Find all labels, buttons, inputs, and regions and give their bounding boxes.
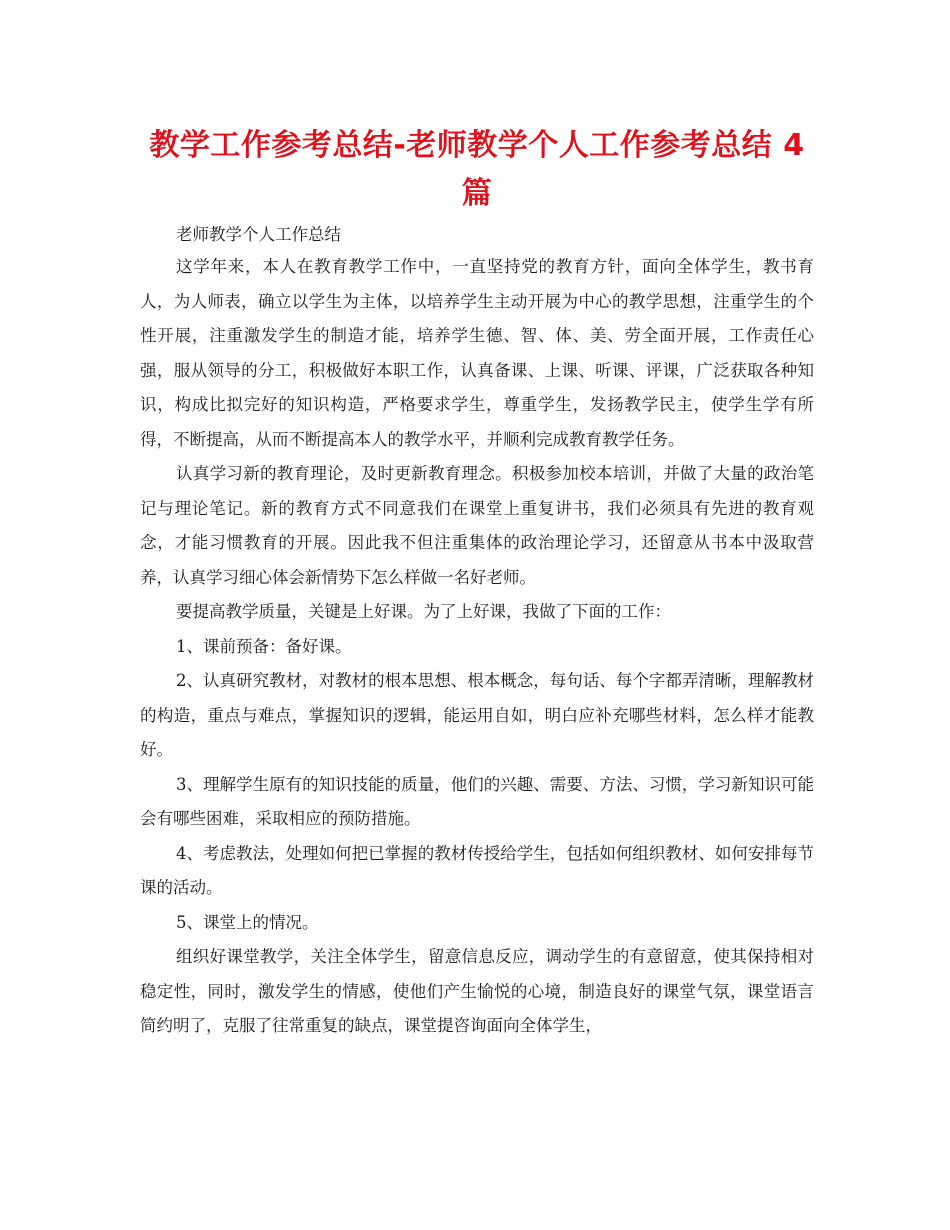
document-title: 教学工作参考总结-老师教学个人工作参考总结 4 篇: [149, 128, 805, 211]
list-item-4: 4、考虑教法，处理如何把已掌握的教材传授给学生，包括如何组织教材、如何安排每节课的活动。: [140, 843, 814, 897]
list-item-2: 2、认真研究教材，对教材的根本思想、根本概念，每句话、每个字都弄清晰，理解教材的构造，重点与难点，掌握知识的逻辑，能运用自如，明白应补充哪些材料，怎么样才能教好。: [140, 671, 814, 759]
paragraph-intro: 这学年来，本人在教育教学工作中，一直坚持党的教育方针，面向全体学生，教书育人，为人师表，确立以学生为主体，以培养学生主动开展为中心的教学思想，注重学生的个性开展，注重激发学生的制造才能，培养学生德、智、体、美、劳全面开展，工作责任心强，服从领导的分工，积极做好本职工作，认真备课、上课、听课、评课，广泛获取各种知识，构成比拟完好的知识构造，严格要求学生，尊重学生，发扬教学民主，使学生学有所得，不断提高，从而不断提高本人的教学水平，并顺利完成教育教学任务。: [140, 257, 814, 449]
paragraph-classroom: 组织好课堂教学，关注全体学生，留意信息反应，调动学生的有意留意，使其保持相对稳定性，同时，激发学生的情感，使他们产生愉悦的心境，制造良好的课堂气氛，课堂语言简约明了，克服了往常重复的缺点，课堂提咨询面向全体学生，: [140, 947, 814, 1035]
paragraph-theory-study: 认真学习新的教育理论，及时更新教育理念。积极参加校本培训，并做了大量的政治笔记与理论笔记。新的教育方式不同意我们在课堂上重复讲书，我们必须具有先进的教育观念，才能习惯教育的开展。因此我不但注重集体的政治理论学习，还留意从书本中汲取营养，认真学习细心体会新情势下怎么样做一名好老师。: [140, 464, 814, 587]
list-item-1: 1、课前预备：备好课。: [176, 636, 352, 656]
section-subheading: 老师教学个人工作总结: [176, 225, 341, 244]
list-item-3: 3、理解学生原有的知识技能的质量，他们的兴趣、需要、方法、习惯，学习新知识可能会有哪些困难，采取相应的预防措施。: [140, 774, 814, 828]
paragraph-quality-lead: 要提高教学质量，关键是上好课。为了上好课，我做了下面的工作：: [176, 602, 671, 621]
list-item-5: 5、课堂上的情况。: [176, 912, 319, 932]
